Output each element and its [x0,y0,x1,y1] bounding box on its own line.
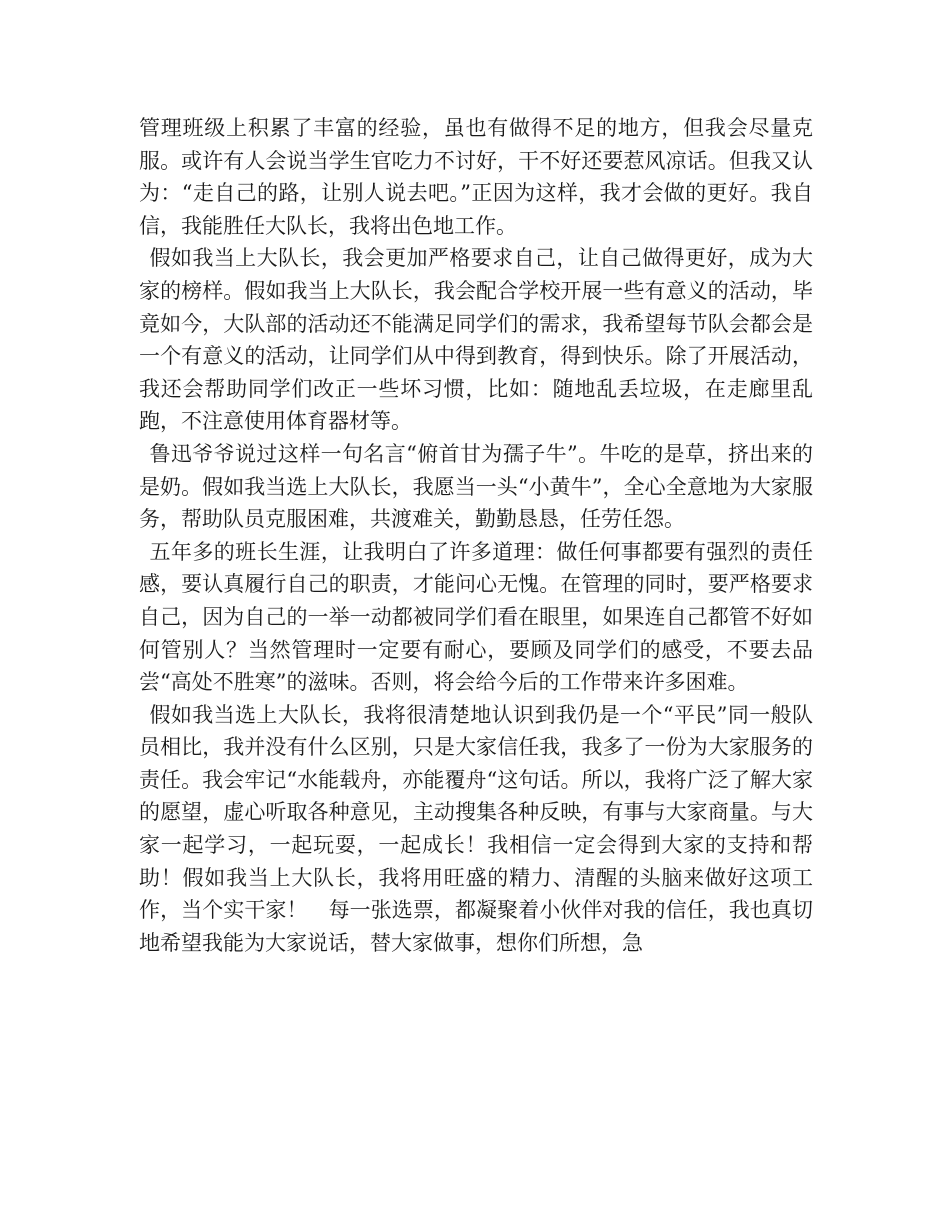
paragraph-2: 假如我当上大队长，我会更加严格要求自己，让自己做得更好，成为大家的榜样。假如我当上大队长，我会配合学校开展一些有意义的活动，毕竟如今，大队部的活动还不能满足同学们的需求，我希望每节队会都会是一个有意义的活动，让同学们从中得到教育，得到快乐。除了开展活动，我还会帮助同学们改正一些坏习惯，比如：随地乱丢垃圾，在走廊里乱跑，不注意使用体育器材等。 [139,246,813,434]
paragraph-3: 鲁迅爷爷说过这样一句名言“俯首甘为孺子牛”。牛吃的是草，挤出来的是奶。假如我当选上大队长，我愿当一头“小黄牛”，全心全意地为大家服务，帮助队员克服困难，共渡难关，勤勤恳恳，任劳任怨。 [139,441,813,532]
paragraph-4: 五年多的班长生涯，让我明白了许多道理：做任何事都要有强烈的责任感，要认真履行自己的职责，才能问心无愧。在管理的同时，要严格要求自己，因为自己的一举一动都被同学们看在眼里，如果连自己都管不好如何管别人？当然管理时一定要有耐心，要顾及同学们的感受，不要去品尝“高处不胜寒”的滋味。否则，将会给今后的工作带来许多困难。 [139,539,813,695]
paragraph-5: 假如我当选上大队长，我将很清楚地认识到我仍是一个“平民”同一般队员相比，我并没有什么区别，只是大家信任我，我多了一份为大家服务的责任。我会牢记“水能载舟，亦能覆舟“这句话。所以，我将广泛了解大家的愿望，虚心听取各种意见，主动搜集各种反映，有事与大家商量。与大家一起学习，一起玩耍，一起成长！我相信一定会得到大家的支持和帮助！假如我当上大队长，我将用旺盛的精力、清醒的头脑来做好这项工作，当个实干家！ 每一张选票，都凝聚着小伙伴对我的信任，我也真切地希望我能为大家说话，替大家做事，想你们所想，急 [139,702,813,955]
paragraph-1: 管理班级上积累了丰富的经验，虽也有做得不足的地方，但我会尽量克服。或许有人会说当学生官吃力不讨好，干不好还要惹风凉话。但我又认为：“走自己的路，让别人说去吧。”正因为这样，我才会做的更好。我自信，我能胜任大队长，我将出色地工作。 [139,116,813,238]
body-text [139,112,813,959]
